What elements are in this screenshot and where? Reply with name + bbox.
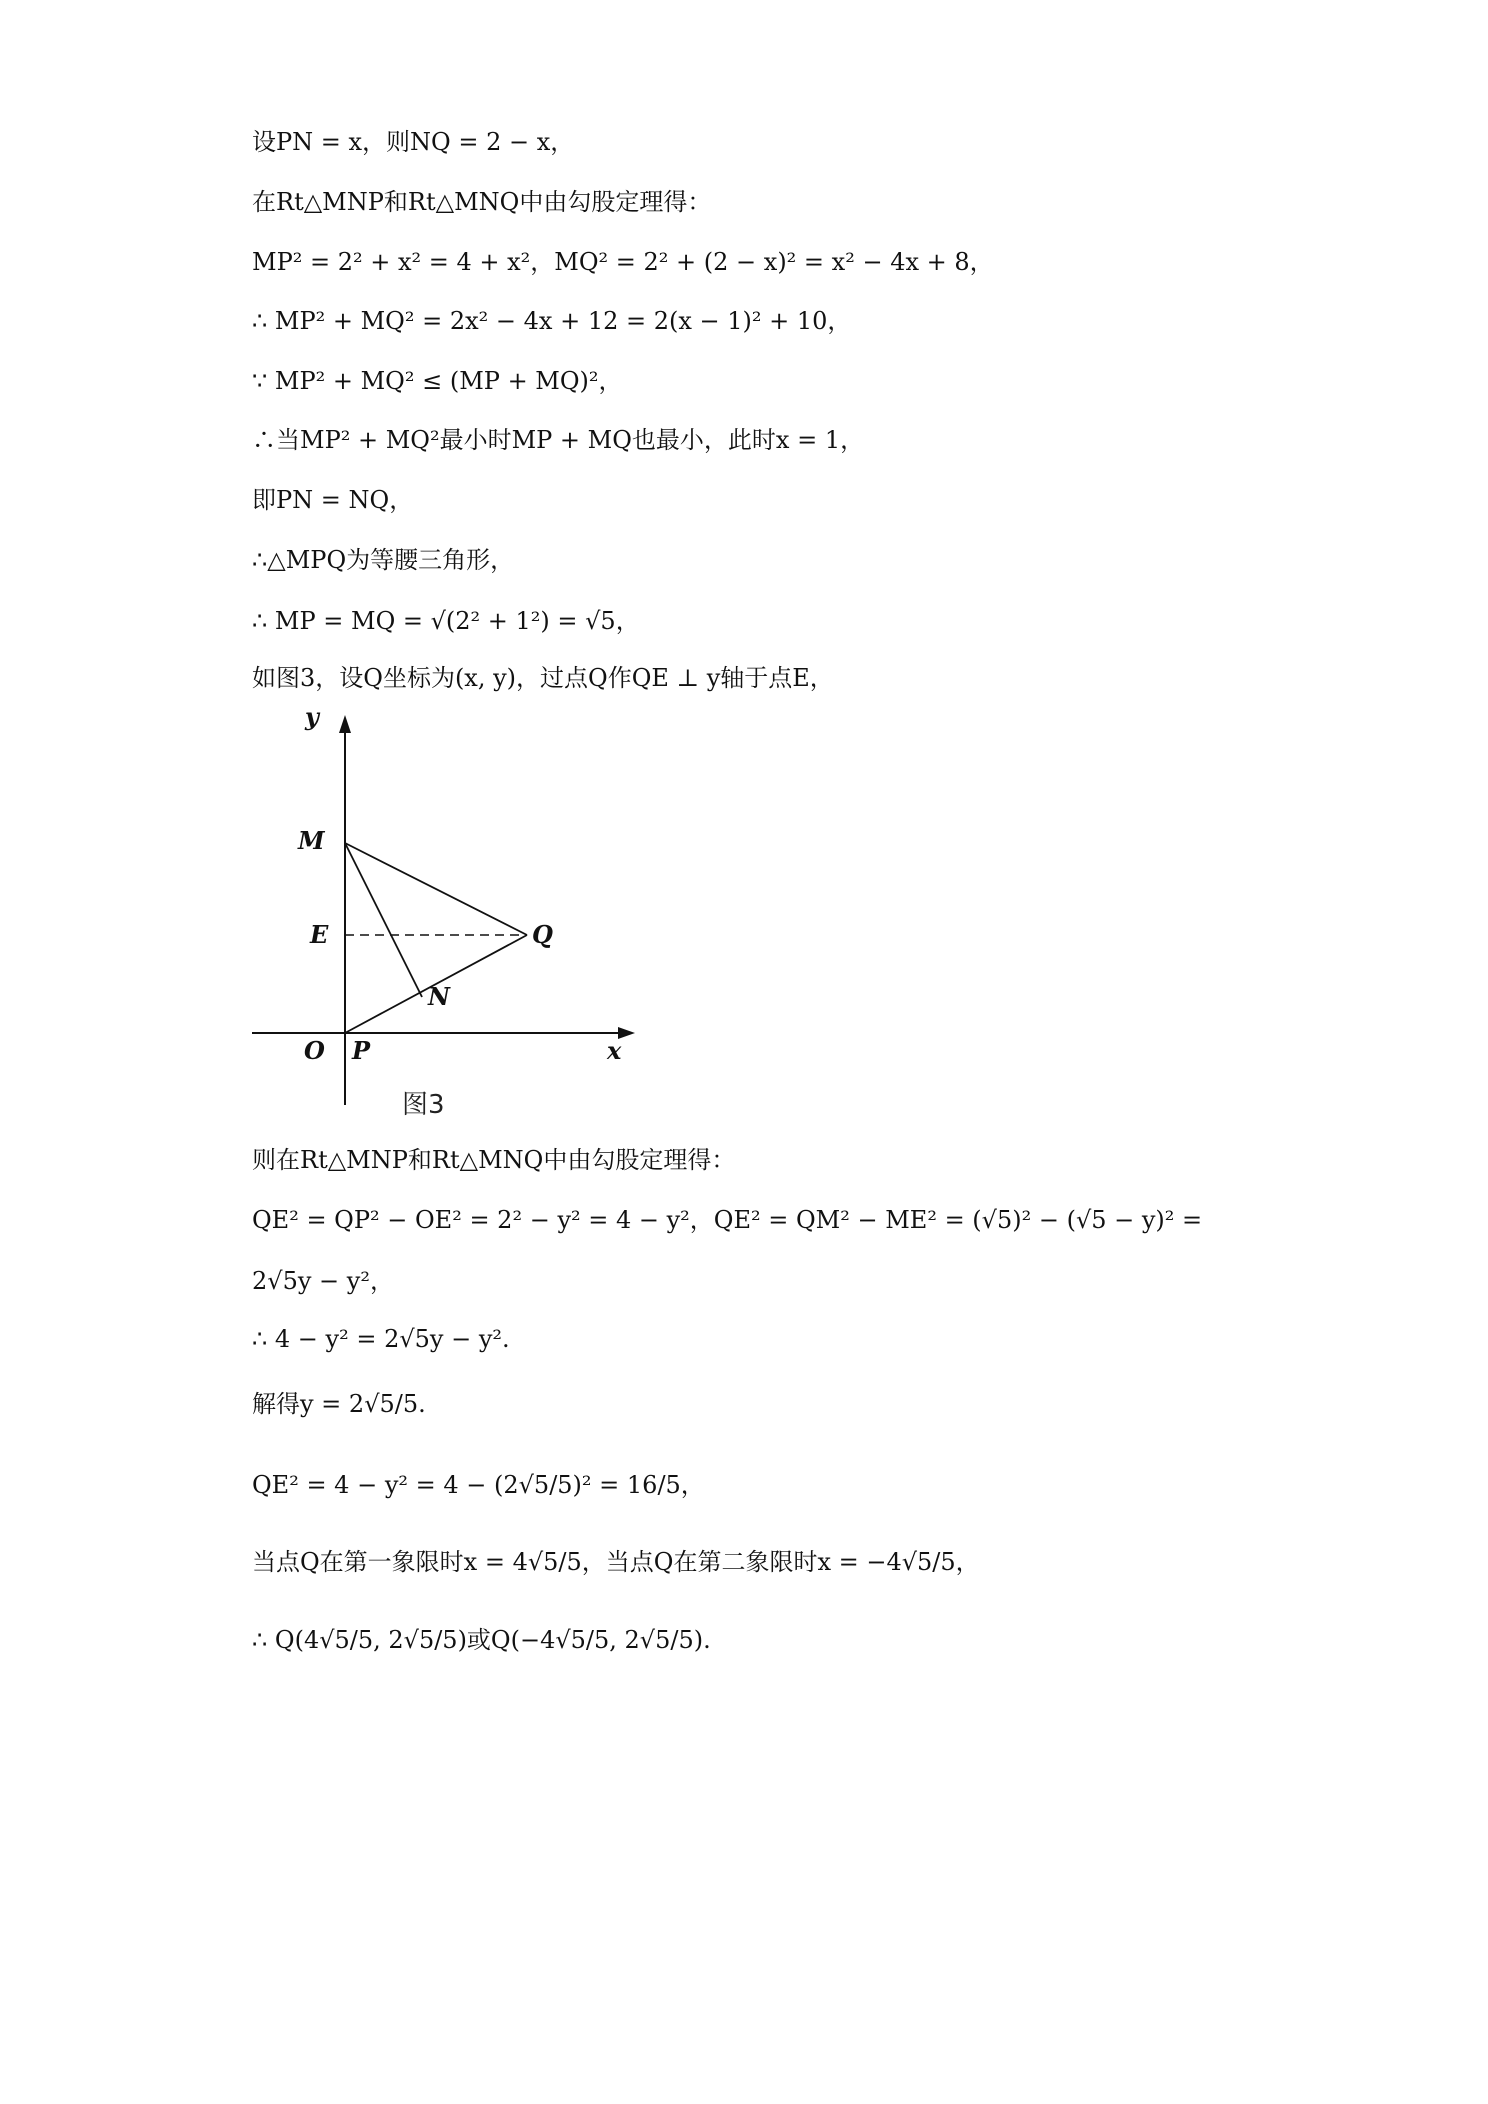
text-line-12: QE² = QP² − OE² = 2² − y² = 4 − y²，QE² = QM² − ME² = (√5)² − (√5 − y)² = [252, 1206, 1203, 1234]
text-line-11: 则在Rt△MNP和Rt△MNQ中由勾股定理得： [252, 1146, 736, 1174]
text-line-10: 如图3，设Q坐标为(x, y)，过点Q作QE ⊥ y轴于点E， [252, 664, 834, 692]
label-x: x [607, 1036, 622, 1065]
text-line-18: ∴ Q(4√5/5, 2√5/5)或Q(−4√5/5, 2√5/5). [252, 1626, 711, 1654]
text-line-15: 解得y = 2√5/5. [252, 1390, 426, 1418]
label-Q: Q [532, 920, 553, 949]
label-E: E [310, 920, 329, 949]
segment-MN [345, 843, 422, 997]
text-line-6: ∴当MP² + MQ²最小时MP + MQ也最小，此时x = 1， [252, 426, 865, 454]
geometry-diagram [250, 705, 650, 1125]
text-line-9: ∴ MP = MQ = √(2² + 1²) = √5， [252, 607, 640, 635]
label-N: N [428, 982, 450, 1011]
figure-caption: 图3 [402, 1090, 445, 1120]
text-line-8: ∴△MPQ为等腰三角形， [252, 546, 515, 574]
figure-3 [250, 705, 650, 1125]
text-line-1: 设PN = x，则NQ = 2 − x， [252, 128, 575, 156]
label-P: P [352, 1036, 371, 1065]
text-line-5: ∵ MP² + MQ² ≤ (MP + MQ)²， [252, 367, 623, 395]
text-line-17: 当点Q在第一象限时x = 4√5/5，当点Q在第二象限时x = −4√5/5， [252, 1548, 980, 1576]
text-line-4: ∴ MP² + MQ² = 2x² − 4x + 12 = 2(x − 1)² + 10， [252, 307, 852, 335]
label-y: y [305, 705, 319, 731]
text-line-13: 2√5y − y²， [252, 1267, 394, 1295]
text-line-2: 在Rt△MNP和Rt△MNQ中由勾股定理得： [252, 188, 712, 216]
y-axis-arrow-icon [339, 715, 351, 733]
text-line-7: 即PN = NQ， [252, 486, 414, 514]
text-line-3: MP² = 2² + x² = 4 + x²，MQ² = 2² + (2 − x)² = x² − 4x + 8， [252, 248, 994, 276]
text-line-14: ∴ 4 − y² = 2√5y − y². [252, 1325, 510, 1353]
label-O: O [304, 1036, 325, 1065]
text-line-16: QE² = 4 − y² = 4 − (2√5/5)² = 16/5， [252, 1471, 705, 1499]
segment-MQ [345, 843, 527, 935]
label-M: M [298, 826, 325, 855]
